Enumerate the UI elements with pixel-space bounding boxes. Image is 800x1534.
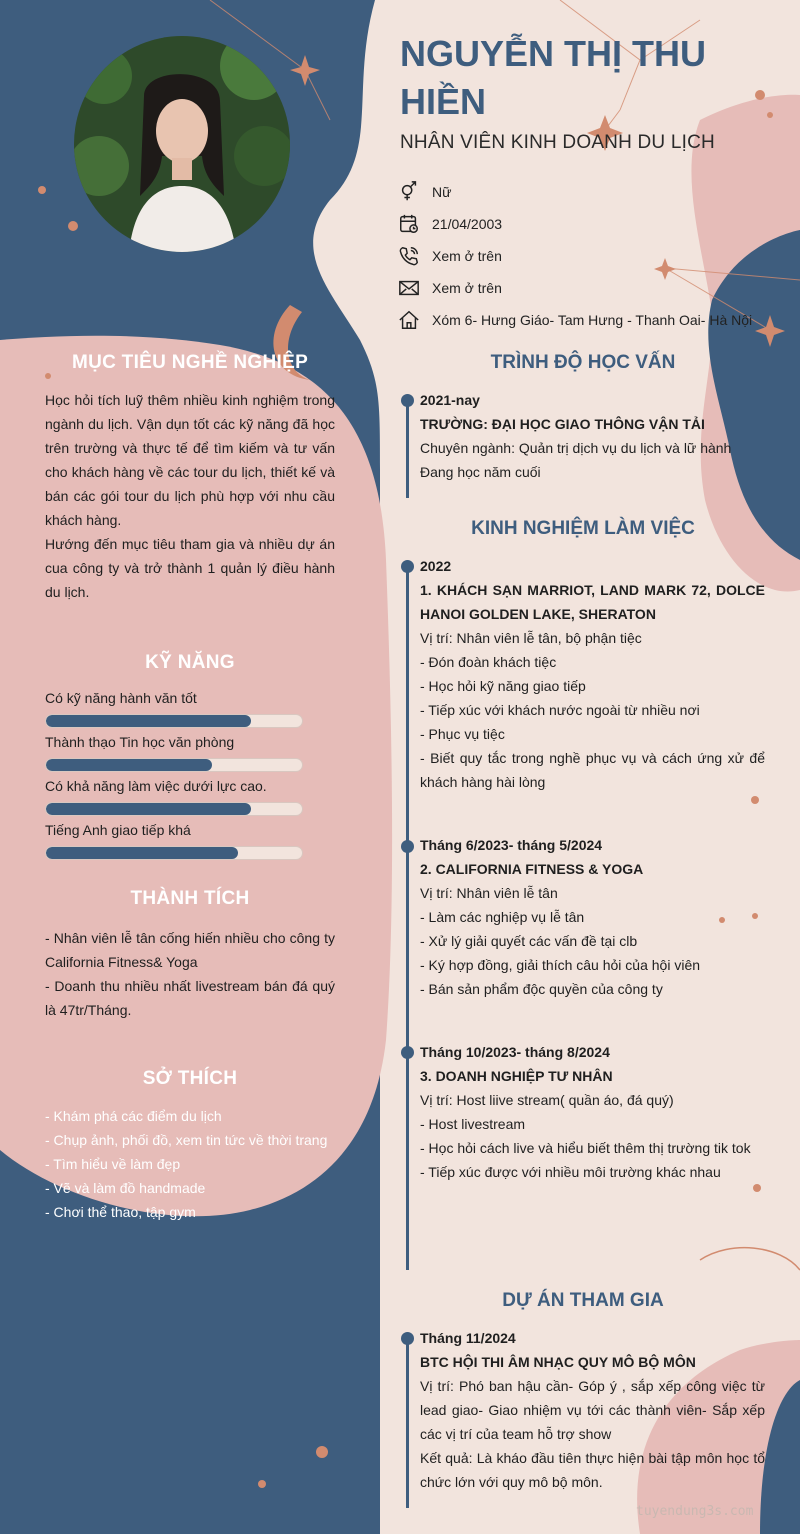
info-row-gender <box>398 176 778 208</box>
project-result: Kết quả: Là kháo đầu tiên thực hiện bài tập môn học tổ chức lớn với quy mô bộ môn. <box>420 1450 765 1490</box>
hobby-item: - Chụp ảnh, phối đồ, xem tin tức về thời trang <box>45 1132 328 1148</box>
job-line: - Ký hợp đồng, giải thích câu hỏi của hội viên <box>420 957 701 973</box>
email-value: Xem ở trên <box>432 280 502 296</box>
objective-paragraph-1: Học hỏi tích luỹ thêm nhiều kinh nghiệm trong ngành du lịch. Vận dụn tốt các kỹ năng đã học trên trường và thực tế để tìm kiếm và tư vấn cho khách hàng về các tour du lịch, thiết kế và bán các gói tour du lịch phù hợp với nhu cầu khách hàng. <box>45 392 335 528</box>
hobby-item: - Chơi thể thao, tập gym <box>45 1204 196 1220</box>
gender-value: Nữ <box>432 184 452 200</box>
skill-bar-fill <box>46 847 238 859</box>
project-role: Vị trí: Phó ban hậu cần- Góp ý , sắp xếp công việc từ lead giao- Giao nhiệm vụ tới các thành viên- Sắp xếp các vị trí của team hỗ trợ show <box>420 1378 765 1442</box>
hobby-item: - Khám phá các điểm du lịch <box>45 1108 222 1124</box>
experience-title: KINH NGHIỆM LÀM VIỆC <box>471 518 695 539</box>
info-row-birthday <box>398 208 778 240</box>
experience-entry <box>420 554 765 794</box>
mail-icon <box>398 277 420 299</box>
phone-icon <box>398 245 420 267</box>
timeline-dot <box>401 1046 414 1059</box>
timeline-dot <box>401 1332 414 1345</box>
job-line: - Bán sản phẩm độc quyền của công ty <box>420 981 663 997</box>
phone-value: Xem ở trên <box>432 248 502 264</box>
skill-bar <box>45 758 303 772</box>
job-company: 2. CALIFORNIA FITNESS & YOGA <box>420 861 644 877</box>
skill-bar <box>45 846 303 860</box>
achievement-item: - Doanh thu nhiều nhất livestream bán đá quý là 47tr/Tháng. <box>45 978 335 1018</box>
skill-item <box>45 822 303 860</box>
timeline-dot <box>401 394 414 407</box>
job-line: - Tiếp xúc với khách nước ngoài từ nhiều nơi <box>420 702 700 718</box>
skill-item <box>45 778 303 816</box>
objective-title: MỤC TIÊU NGHỀ NGHIỆP <box>71 352 309 373</box>
info-row-address <box>398 304 778 336</box>
job-title: NHÂN VIÊN KINH DOANH DU LỊCH <box>400 132 715 153</box>
info-row-email[interactable] <box>398 272 778 304</box>
education-period: 2021-nay <box>420 392 480 408</box>
birthday-value: 21/04/2003 <box>432 216 503 232</box>
experience-entry <box>420 833 765 1001</box>
projects-title: DỰ ÁN THAM GIA <box>502 1290 664 1311</box>
education-status: Đang học năm cuối <box>420 464 541 480</box>
job-period: Tháng 6/2023- tháng 5/2024 <box>420 837 603 853</box>
achievement-item: - Nhân viên lễ tân cống hiến nhiều cho công ty California Fitness& Yoga <box>45 930 335 970</box>
skill-label: Tiếng Anh giao tiếp khá <box>45 822 191 838</box>
timeline-line <box>406 1336 409 1508</box>
hobbies-list <box>45 1104 335 1224</box>
objective-text <box>45 388 335 604</box>
achievements-text <box>45 926 335 1022</box>
job-line: - Host livestream <box>420 1116 526 1132</box>
timeline-line <box>406 398 409 498</box>
contact-info <box>398 176 778 336</box>
skill-item <box>45 734 303 772</box>
skill-bar-fill <box>46 803 251 815</box>
calendar-icon <box>398 213 420 235</box>
skill-bar-fill <box>46 715 251 727</box>
project-entry <box>420 1326 765 1494</box>
address-value: Xóm 6- Hưng Giáo- Tam Hưng - Thanh Oai- Hà Nội <box>432 312 753 328</box>
job-line: - Xử lý giải quyết các vấn đề tại clb <box>420 933 638 949</box>
hobby-item: - Tìm hiểu về làm đẹp <box>45 1156 181 1172</box>
education-entry <box>420 388 765 484</box>
skill-label: Có kỹ năng hành văn tốt <box>45 690 197 706</box>
timeline-dot <box>401 560 414 573</box>
skill-bar <box>45 802 303 816</box>
skill-item <box>45 690 303 728</box>
job-line: - Biết quy tắc trong nghề phục vụ và cách ứng xử để khách hàng hài lòng <box>420 750 765 790</box>
job-company: 3. DOANH NGHIỆP TƯ NHÂN <box>420 1068 613 1084</box>
experience-entry <box>420 1040 765 1184</box>
hobbies-title: SỞ THÍCH <box>142 1068 238 1089</box>
job-line: Vị trí: Nhân viên lễ tân <box>420 885 558 901</box>
timeline-line <box>406 564 409 1270</box>
watermark: tuyendung3s.com <box>636 1504 754 1519</box>
job-line: - Đón đoàn khách tiệc <box>420 654 557 670</box>
info-row-phone[interactable] <box>398 240 778 272</box>
education-major: Chuyên ngành: Quản trị dịch vụ du lịch và lữ hành <box>420 440 732 456</box>
education-title: TRÌNH ĐỘ HỌC VẤN <box>490 352 676 373</box>
job-line: Vị trí: Nhân viên lễ tân, bộ phận tiệc <box>420 630 642 646</box>
avatar <box>74 36 290 252</box>
job-period: 2022 <box>420 558 452 574</box>
project-period: Tháng 11/2024 <box>420 1330 516 1346</box>
job-company: 1. KHÁCH SẠN MARRIOT, LAND MARK 72, DOLCE HANOI GOLDEN LAKE, SHERATON <box>420 582 765 622</box>
home-icon <box>398 309 420 331</box>
candidate-name: NGUYỄN THỊ THU HIỀN <box>400 33 706 122</box>
education-school: TRƯỜNG: ĐẠI HỌC GIAO THÔNG VẬN TẢI <box>420 416 705 432</box>
skill-bar <box>45 714 303 728</box>
job-period: Tháng 10/2023- tháng 8/2024 <box>420 1044 610 1060</box>
job-line: - Phục vụ tiệc <box>420 726 505 742</box>
job-line: - Học hỏi cách live và hiểu biết thêm thị trường tik tok <box>420 1140 751 1156</box>
skill-label: Có khả năng làm việc dưới lực cao. <box>45 778 267 794</box>
skills-title: KỸ NĂNG <box>145 652 235 673</box>
timeline-dot <box>401 840 414 853</box>
objective-paragraph-2: Hướng đến mục tiêu tham gia và nhiều dự án cua công ty và trở thành 1 quản lý điều hành du lịch. <box>45 536 335 600</box>
job-line: - Học hỏi kỹ năng giao tiếp <box>420 678 586 694</box>
skill-bar-fill <box>46 759 212 771</box>
project-name: BTC HỘI THI ÂM NHẠC QUY MÔ BỘ MÔN <box>420 1354 696 1370</box>
job-line: - Làm các nghiệp vụ lễ tân <box>420 909 585 925</box>
hobby-item: - Vẽ và làm đồ handmade <box>45 1180 206 1196</box>
job-line: Vị trí: Host liive stream( quần áo, đá quý) <box>420 1092 674 1108</box>
job-line: - Tiếp xúc được với nhiều môi trường khác nhau <box>420 1164 721 1180</box>
gender-icon <box>398 181 420 203</box>
achievements-title: THÀNH TÍCH <box>130 888 250 909</box>
skill-label: Thành thạo Tin học văn phòng <box>45 734 235 750</box>
